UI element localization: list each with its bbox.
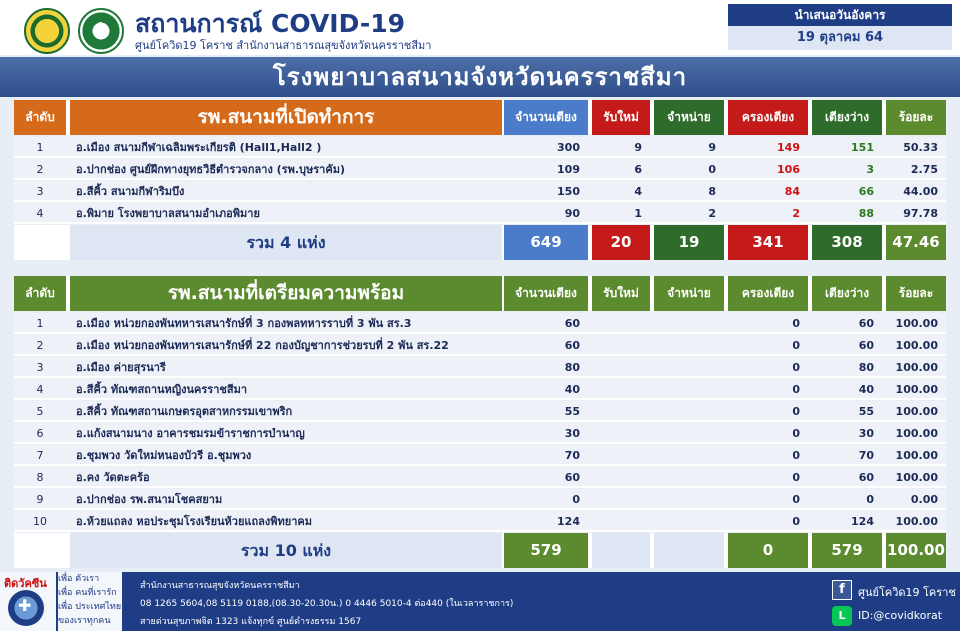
footer (0, 572, 960, 631)
page-subtitle: ศูนย์โควิด19 โคราช สำนักงานสาธารณสุขจังหวัดนครราชสีมา (135, 39, 432, 52)
table-row (14, 467, 946, 488)
vaccine-badge (0, 572, 56, 631)
table-row (14, 379, 946, 400)
open-col-new-header: รับใหม่ (592, 100, 650, 135)
open-total-cell: 341 (728, 225, 808, 260)
slogan-line: เพื่อ ตัวเรา (58, 574, 100, 584)
table-cell: 84 (784, 185, 800, 198)
table-cell (654, 379, 724, 400)
table-cell: 6 (36, 427, 44, 440)
table-row (14, 511, 946, 532)
table-cell: 40 (564, 383, 580, 396)
slogan-line: เพื่อ ประเทศไทย (58, 602, 122, 612)
table-cell: 149 (777, 141, 800, 154)
open-col-beds-header: จำนวนเตียง (504, 100, 588, 135)
table-cell: 60 (858, 471, 874, 484)
table-cell (654, 489, 724, 510)
open-total-cell: 47.46 (886, 225, 946, 260)
table-cell: 60 (858, 317, 874, 330)
table-cell: 60 (564, 339, 580, 352)
prepared-total-cell: 0 (728, 533, 808, 568)
table-cell: 0 (866, 493, 874, 506)
table-cell (592, 489, 650, 510)
footer-hotline: สายด่วนสุขภาพจิต 1323 แจ้งทุกข์ ศูนย์ดำรงธรรม 1567 (140, 617, 362, 627)
prepared-total-cell: 579 (812, 533, 882, 568)
table-cell: 50.33 (903, 141, 938, 154)
table-cell: 3 (36, 361, 44, 374)
table-cell: 150 (557, 185, 580, 198)
slogan-line: ของเราทุกคน (58, 616, 111, 626)
table-cell: 90 (564, 207, 580, 220)
table-cell (654, 335, 724, 356)
prepared-col-percent-header: ร้อยละ (886, 276, 946, 311)
table-cell: 88 (858, 207, 874, 220)
table-cell: 124 (851, 515, 874, 528)
table-cell: 100.00 (895, 427, 938, 440)
table-cell: 60 (564, 471, 580, 484)
table-cell: 124 (557, 515, 580, 528)
open-header-row (14, 100, 946, 135)
table-cell: 0 (792, 317, 800, 330)
banner (0, 57, 960, 97)
table-cell: 0 (792, 427, 800, 440)
prepared-col-new-header: รับใหม่ (592, 276, 650, 311)
facebook-icon[interactable]: f (832, 580, 852, 600)
table-cell: 3 (866, 163, 874, 176)
table-cell: 7 (36, 449, 44, 462)
table-cell: 2 (708, 207, 716, 220)
table-cell: 100.00 (895, 449, 938, 462)
table-cell: 0.00 (910, 493, 938, 506)
table-cell (592, 379, 650, 400)
table-cell: 9 (708, 141, 716, 154)
open-total-row (14, 225, 946, 260)
table-cell: 1 (634, 207, 642, 220)
table-cell: 100.00 (895, 515, 938, 528)
table-cell: อ.ห้วยแถลง หอประชุมโรงเรียนห้วยแถลงพิทยาคม (76, 515, 313, 528)
table-cell: 1 (36, 141, 44, 154)
prepared-header-row (14, 276, 946, 311)
prepared-col-vacant-header: เตียงว่าง (812, 276, 882, 311)
table-cell (592, 445, 650, 466)
table-cell (654, 467, 724, 488)
table-cell: 4 (36, 383, 44, 396)
table-cell (592, 335, 650, 356)
table-row (14, 445, 946, 466)
table-cell: อ.สีคิ้ว สนามกีฬาริมบึง (76, 185, 185, 198)
prepared-total-cell: 100.00 (886, 533, 946, 568)
slogan-line: เพื่อ คนที่เรารัก (58, 588, 117, 598)
table-cell: 9 (634, 141, 642, 154)
table-cell: 9 (36, 493, 44, 506)
table-row (14, 159, 946, 180)
table-cell: 0 (572, 493, 580, 506)
open-total-cell: 308 (812, 225, 882, 260)
moph-logo (78, 8, 124, 54)
table-cell: 2 (792, 207, 800, 220)
open-col-vacant-header: เตียงว่าง (812, 100, 882, 135)
table-cell (592, 313, 650, 334)
table-cell: 97.78 (903, 207, 938, 220)
table-cell: 100.00 (895, 361, 938, 374)
table-cell: 0 (708, 163, 716, 176)
prepared-total-cell: 579 (504, 533, 588, 568)
footer-phones: 08 1265 5604,08 5119 0188,(08.30-20.30น.) 0 4446 5010-4 ต่อ440 (ในเวลาราชการ) (140, 599, 514, 609)
province-seal-logo (24, 8, 70, 54)
table-cell (592, 511, 650, 532)
prepared-total-cell (592, 533, 650, 568)
table-cell: อ.เมือง หน่วยกองพันทหารเสนารักษ์ที่ 3 กองพลทหารราบที่ 3 พัน สร.3 (76, 317, 412, 330)
table-cell (654, 401, 724, 422)
table-cell: อ.แก้งสนามนาง อาคารชมรมข้าราชการบำนาญ (76, 427, 305, 440)
present-day-label: นำเสนอวันอังคาร (728, 4, 952, 26)
table-cell: 8 (36, 471, 44, 484)
table-cell: 55 (858, 405, 874, 418)
table-cell (654, 423, 724, 444)
table-cell: 100.00 (895, 471, 938, 484)
table-cell: 80 (564, 361, 580, 374)
table-cell: 0 (792, 383, 800, 396)
table-row (14, 313, 946, 334)
line-id-link[interactable]: ID:@covidkorat (858, 609, 943, 622)
report-date: 19 ตุลาคม 64 (728, 26, 952, 50)
table-cell: 4 (634, 185, 642, 198)
table-cell (654, 357, 724, 378)
table-cell: 3 (36, 185, 44, 198)
table-cell: อ.คง วัดตะคร้อ (76, 471, 150, 484)
table-cell: อ.เมือง ค่ายสุรนารี (76, 361, 166, 374)
table-cell: 100.00 (895, 339, 938, 352)
table-cell: 10 (33, 515, 47, 528)
open-total-label: รวม 4 แห่ง (70, 225, 502, 260)
table-cell (592, 357, 650, 378)
table-row (14, 181, 946, 202)
table-cell (654, 313, 724, 334)
table-row (14, 137, 946, 158)
open-total-cell: 19 (654, 225, 724, 260)
table-cell (592, 423, 650, 444)
vaccine-icon (8, 590, 44, 626)
open-col-discharge-header: จำหน่าย (654, 100, 724, 135)
header (0, 0, 960, 55)
prepared-col-occupied-header: ครองเตียง (728, 276, 808, 311)
table-cell: 0 (792, 515, 800, 528)
table-cell: 44.00 (903, 185, 938, 198)
prepared-total-cell (654, 533, 724, 568)
table-cell: 109 (557, 163, 580, 176)
table-cell: อ.ชุมพวง วัดใหม่หนองบัวรี อ.ชุมพวง (76, 449, 252, 462)
banner-title: โรงพยาบาลสนามจังหวัดนครราชสีมา (272, 63, 688, 91)
table-cell: อ.เมือง หน่วยกองพันทหารเสนารักษ์ที่ 22 กองบัญชาการช่วยรบที่ 2 พัน สร.22 (76, 339, 449, 352)
table-cell: 106 (777, 163, 800, 176)
table-cell: 4 (36, 207, 44, 220)
page-title: สถานการณ์ COVID-19 (135, 9, 405, 38)
table-cell (654, 445, 724, 466)
open-col-hospital-header: รพ.สนามที่เปิดทำการ (70, 100, 502, 135)
table-cell: 2 (36, 339, 44, 352)
footer-org: สำนักงานสาธารณสุขจังหวัดนครราชสีมา (140, 581, 300, 591)
table-cell: 70 (564, 449, 580, 462)
table-cell: 100.00 (895, 317, 938, 330)
table-cell: 60 (564, 317, 580, 330)
table-cell: 0 (792, 449, 800, 462)
table-cell: 1 (36, 317, 44, 330)
table-row (14, 401, 946, 422)
table-cell: 100.00 (895, 383, 938, 396)
table-cell: 55 (564, 405, 580, 418)
table-cell (654, 511, 724, 532)
vaccine-badge-title: ติดวัคซีน (4, 577, 47, 590)
table-cell: อ.พิมาย โรงพยาบาลสนามอำเภอพิมาย (76, 207, 260, 220)
table-cell (592, 401, 650, 422)
open-col-occupied-header: ครองเตียง (728, 100, 808, 135)
prepared-col-discharge-header: จำหน่าย (654, 276, 724, 311)
table-cell: 0 (792, 339, 800, 352)
table-cell: 2 (36, 163, 44, 176)
table-cell: อ.สีคิ้ว ทัณฑสถานหญิงนครราชสีมา (76, 383, 247, 396)
table-cell: 8 (708, 185, 716, 198)
table-cell: 30 (564, 427, 580, 440)
table-cell: อ.เมือง สนามกีฬาเฉลิมพระเกียรติ (Hall1,Hall2 ) (76, 141, 322, 154)
table-row (14, 335, 946, 356)
table-cell: 0 (792, 471, 800, 484)
table-cell: 6 (634, 163, 642, 176)
open-total-cell: 649 (504, 225, 588, 260)
table-row (14, 357, 946, 378)
table-cell: 151 (851, 141, 874, 154)
table-cell: 80 (858, 361, 874, 374)
table-row (14, 423, 946, 444)
table-cell: 66 (858, 185, 874, 198)
table-cell: อ.สีคิ้ว ทัณฑสถานเกษตรอุตสาหกรรมเขาพริก (76, 405, 293, 418)
table-row (14, 203, 946, 224)
table-cell: 2.75 (910, 163, 938, 176)
table-cell: 5 (36, 405, 44, 418)
table-cell: อ.ปากช่อง ศูนย์ฝึกทางยุทธวิธีตำรวจกลาง (รพ.บุษราคัม) (76, 163, 345, 176)
open-total-cell: 20 (592, 225, 650, 260)
open-col-percent-header: ร้อยละ (886, 100, 946, 135)
table-cell: 0 (792, 405, 800, 418)
prepared-col-beds-header: จำนวนเตียง (504, 276, 588, 311)
facebook-page-link[interactable]: ศูนย์โควิด19 โคราช (858, 586, 956, 599)
table-cell: 0 (792, 361, 800, 374)
table-cell: อ.ปากช่อง รพ.สนามโชคสยาม (76, 493, 223, 506)
table-cell (592, 467, 650, 488)
prepared-col-hospital-header: รพ.สนามที่เตรียมความพร้อม (70, 276, 502, 311)
open-col-order-header: ลำดับ (14, 100, 66, 135)
table-cell: 0 (792, 493, 800, 506)
vaccine-slogan (58, 572, 122, 631)
table-cell: 40 (858, 383, 874, 396)
table-row (14, 489, 946, 510)
table-cell: 30 (858, 427, 874, 440)
table-cell: 60 (858, 339, 874, 352)
table-cell: 70 (858, 449, 874, 462)
prepared-total-label: รวม 10 แห่ง (70, 533, 502, 568)
prepared-col-order-header: ลำดับ (14, 276, 66, 311)
table-cell: 300 (557, 141, 580, 154)
table-cell: 100.00 (895, 405, 938, 418)
prepared-total-row (14, 533, 946, 568)
line-icon[interactable]: L (832, 606, 852, 626)
